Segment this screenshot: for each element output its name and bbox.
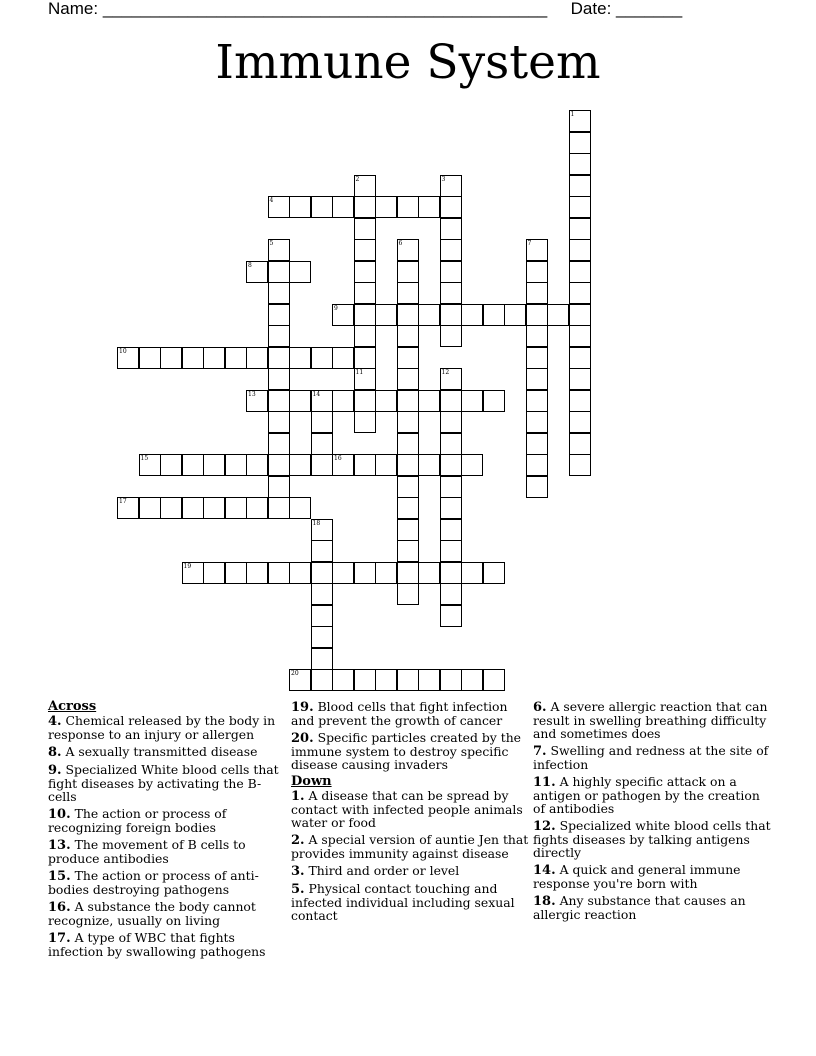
crossword-cell[interactable] bbox=[397, 261, 419, 283]
crossword-cell[interactable] bbox=[332, 454, 354, 476]
crossword-cell[interactable] bbox=[569, 304, 591, 326]
clue-text: A sexually transmitted disease bbox=[65, 744, 258, 759]
crossword-cell[interactable] bbox=[268, 476, 290, 498]
crossword-cell[interactable] bbox=[569, 261, 591, 283]
crossword-cell[interactable] bbox=[311, 626, 333, 648]
crossword-cell[interactable] bbox=[526, 476, 548, 498]
crossword-cell[interactable] bbox=[569, 153, 591, 175]
crossword-cell[interactable] bbox=[354, 347, 376, 369]
cell-number: 13 bbox=[248, 390, 256, 398]
crossword-cell[interactable] bbox=[311, 540, 333, 562]
crossword-cell[interactable] bbox=[526, 261, 548, 283]
clue-down bbox=[291, 833, 529, 860]
crossword-cell[interactable] bbox=[311, 390, 333, 412]
crossword-cell[interactable] bbox=[246, 562, 268, 584]
cell-number: 15 bbox=[140, 455, 149, 462]
crossword-cell[interactable] bbox=[332, 304, 354, 326]
crossword-cell[interactable] bbox=[311, 648, 333, 670]
crossword-cell[interactable] bbox=[397, 562, 419, 584]
crossword-cell[interactable] bbox=[268, 368, 290, 390]
crossword-cell[interactable] bbox=[354, 325, 376, 347]
cell-number: 12 bbox=[441, 369, 450, 376]
clue-text: Chemical released by the body in response to an injury or allergen bbox=[48, 713, 276, 742]
clue-text: A special version of auntie Jen that provides immunity against disease bbox=[291, 832, 529, 861]
crossword-cell[interactable] bbox=[225, 454, 247, 476]
crossword-cell[interactable] bbox=[440, 175, 462, 197]
clue-number: 14. bbox=[533, 863, 556, 878]
crossword-cell[interactable] bbox=[440, 519, 462, 541]
clue-down bbox=[533, 700, 771, 740]
cell-number: 9 bbox=[334, 304, 338, 312]
cell-number: 19 bbox=[183, 562, 192, 570]
crossword-cell[interactable] bbox=[440, 196, 462, 218]
crossword-cell[interactable] bbox=[569, 347, 591, 369]
crossword-cell[interactable] bbox=[418, 304, 440, 326]
cell-number: 18 bbox=[312, 519, 321, 527]
crossword-cell[interactable] bbox=[440, 325, 462, 347]
clue-number: 20. bbox=[291, 731, 314, 746]
crossword-cell[interactable] bbox=[268, 196, 290, 218]
cell-number: 16 bbox=[334, 455, 342, 462]
clue-text: A quick and general immune response you're born with bbox=[533, 862, 741, 891]
crossword-cell[interactable] bbox=[332, 669, 354, 691]
clue-text: Third and order or level bbox=[308, 863, 460, 878]
date-blank[interactable]: _______ bbox=[616, 0, 683, 18]
cell-number: 11 bbox=[355, 369, 364, 376]
crossword-cell[interactable] bbox=[461, 304, 483, 326]
crossword-cell[interactable] bbox=[440, 605, 462, 627]
crossword-cell[interactable] bbox=[354, 175, 376, 197]
crossword-cell[interactable] bbox=[440, 261, 462, 283]
clue-number: 1. bbox=[291, 789, 305, 804]
clue-text: The movement of B cells to produce antibodies bbox=[48, 837, 246, 866]
crossword-cell[interactable] bbox=[354, 239, 376, 261]
clue-number: 8. bbox=[48, 745, 62, 760]
crossword-cell[interactable] bbox=[569, 132, 591, 154]
down-heading: Down bbox=[291, 774, 332, 789]
crossword-cell[interactable] bbox=[182, 347, 204, 369]
cell-number: 1 bbox=[570, 111, 575, 118]
clue-text: The action or process of recognizing foreign bodies bbox=[48, 806, 227, 835]
crossword-cell[interactable] bbox=[268, 454, 290, 476]
crossword-cell[interactable] bbox=[483, 669, 505, 691]
crossword-cell[interactable] bbox=[440, 562, 462, 584]
clue-number: 4. bbox=[48, 714, 62, 729]
crossword-cell[interactable] bbox=[354, 368, 376, 390]
crossword-cell[interactable] bbox=[203, 454, 225, 476]
crossword-cell[interactable] bbox=[289, 347, 311, 369]
crossword-cell[interactable] bbox=[311, 519, 333, 541]
crossword-cell[interactable] bbox=[569, 411, 591, 433]
crossword-cell[interactable] bbox=[461, 390, 483, 412]
crossword-cell[interactable] bbox=[418, 562, 440, 584]
crossword-cell[interactable] bbox=[504, 304, 526, 326]
crossword-cell[interactable] bbox=[268, 282, 290, 304]
crossword-cell[interactable] bbox=[332, 390, 354, 412]
crossword-cell[interactable] bbox=[268, 304, 290, 326]
clue-number: 10. bbox=[48, 807, 71, 822]
crossword-cell[interactable] bbox=[569, 218, 591, 240]
clue-text: A disease that can be spread by contact with infected people animals water or food bbox=[291, 788, 523, 830]
crossword-cell[interactable] bbox=[139, 454, 161, 476]
clue-number: 2. bbox=[291, 833, 305, 848]
crossword-cell[interactable] bbox=[397, 239, 419, 261]
crossword-cell[interactable] bbox=[440, 476, 462, 498]
crossword-cell[interactable] bbox=[354, 411, 376, 433]
date-label: Date: bbox=[570, 0, 612, 18]
crossword-cell[interactable] bbox=[397, 196, 419, 218]
cell-number: 6 bbox=[398, 240, 403, 247]
crossword-cell[interactable] bbox=[483, 390, 505, 412]
crossword-cell[interactable] bbox=[526, 390, 548, 412]
crossword-cell[interactable] bbox=[526, 347, 548, 369]
crossword-cell[interactable] bbox=[440, 497, 462, 519]
cell-number: 7 bbox=[527, 240, 532, 247]
crossword-cell[interactable] bbox=[354, 390, 376, 412]
crossword-cell[interactable] bbox=[569, 390, 591, 412]
cell-number: 5 bbox=[269, 240, 274, 247]
crossword-cell[interactable] bbox=[397, 540, 419, 562]
crossword-cell[interactable] bbox=[375, 304, 397, 326]
crossword-cell[interactable] bbox=[397, 411, 419, 433]
cell-number: 8 bbox=[248, 261, 252, 269]
crossword-cell[interactable] bbox=[440, 239, 462, 261]
crossword-cell[interactable] bbox=[117, 497, 139, 519]
crossword-cell[interactable] bbox=[203, 497, 225, 519]
crossword-cell[interactable] bbox=[182, 562, 204, 584]
crossword-cell[interactable] bbox=[418, 669, 440, 691]
clue-text: Specialized white blood cells that fights diseases by talking antigens directly bbox=[533, 818, 771, 860]
clue-text: Specialized White blood cells that fight diseases by activating the B-cells bbox=[48, 762, 279, 804]
clue-down bbox=[533, 744, 771, 771]
clue-text: Any substance that causes an allergic reaction bbox=[533, 893, 746, 922]
crossword-cell[interactable] bbox=[440, 411, 462, 433]
crossword-cell[interactable] bbox=[397, 368, 419, 390]
clue-number: 19. bbox=[291, 700, 314, 715]
crossword-cell[interactable] bbox=[354, 282, 376, 304]
crossword-cell[interactable] bbox=[569, 175, 591, 197]
crossword-cell[interactable] bbox=[569, 368, 591, 390]
crossword-cell[interactable] bbox=[289, 261, 311, 283]
clue-down bbox=[291, 882, 529, 922]
crossword-cell[interactable] bbox=[311, 562, 333, 584]
crossword-cell[interactable] bbox=[418, 390, 440, 412]
cell-number: 3 bbox=[441, 175, 446, 183]
crossword-cell[interactable] bbox=[268, 497, 290, 519]
clue-across bbox=[48, 931, 286, 958]
crossword-cell[interactable] bbox=[354, 562, 376, 584]
crossword-cell[interactable] bbox=[289, 454, 311, 476]
clue-number: 13. bbox=[48, 838, 71, 853]
crossword-cell[interactable] bbox=[461, 669, 483, 691]
crossword-cell[interactable] bbox=[397, 347, 419, 369]
crossword-cell[interactable] bbox=[397, 433, 419, 455]
crossword-cell[interactable] bbox=[397, 325, 419, 347]
crossword-cell[interactable] bbox=[354, 669, 376, 691]
crossword-cell[interactable] bbox=[289, 497, 311, 519]
crossword-cell[interactable] bbox=[268, 562, 290, 584]
cell-number: 17 bbox=[119, 498, 127, 505]
crossword-cell[interactable] bbox=[440, 304, 462, 326]
clue-column-3 bbox=[533, 700, 771, 925]
cell-number: 20 bbox=[291, 670, 299, 677]
crossword-cell[interactable] bbox=[268, 390, 290, 412]
crossword-cell[interactable] bbox=[354, 218, 376, 240]
crossword-cell[interactable] bbox=[289, 562, 311, 584]
clue-across bbox=[48, 807, 286, 834]
crossword-cell[interactable] bbox=[440, 368, 462, 390]
cell-number: 4 bbox=[269, 197, 274, 204]
crossword-cell[interactable] bbox=[440, 282, 462, 304]
crossword-cell[interactable] bbox=[246, 261, 268, 283]
crossword-cell[interactable] bbox=[375, 669, 397, 691]
clue-number: 7. bbox=[533, 744, 547, 759]
crossword-cell[interactable] bbox=[289, 390, 311, 412]
crossword-cell[interactable] bbox=[375, 562, 397, 584]
crossword-cell[interactable] bbox=[354, 304, 376, 326]
crossword-cell[interactable] bbox=[268, 347, 290, 369]
cell-number: 14 bbox=[312, 390, 321, 398]
crossword-cell[interactable] bbox=[569, 282, 591, 304]
crossword-cell[interactable] bbox=[526, 239, 548, 261]
crossword-cell[interactable] bbox=[160, 347, 182, 369]
crossword-cell[interactable] bbox=[268, 261, 290, 283]
crossword-cell[interactable] bbox=[440, 454, 462, 476]
crossword-cell[interactable] bbox=[332, 562, 354, 584]
clue-text: Physical contact touching and infected individual including sexual contact bbox=[291, 881, 515, 923]
crossword-cell[interactable] bbox=[397, 669, 419, 691]
crossword-cell[interactable] bbox=[440, 669, 462, 691]
crossword-cell[interactable] bbox=[354, 196, 376, 218]
crossword-cell[interactable] bbox=[418, 196, 440, 218]
crossword-cell[interactable] bbox=[332, 347, 354, 369]
cell-number: 10 bbox=[119, 347, 127, 355]
crossword-cell[interactable] bbox=[311, 411, 333, 433]
crossword-cell[interactable] bbox=[397, 497, 419, 519]
crossword-cell[interactable] bbox=[569, 433, 591, 455]
crossword-cell[interactable] bbox=[246, 497, 268, 519]
crossword-cell[interactable] bbox=[375, 390, 397, 412]
clue-down bbox=[291, 789, 529, 829]
crossword-cell[interactable] bbox=[569, 196, 591, 218]
clue-across bbox=[48, 869, 286, 896]
crossword-cell[interactable] bbox=[440, 583, 462, 605]
crossword-cell[interactable] bbox=[182, 454, 204, 476]
crossword-cell[interactable] bbox=[569, 325, 591, 347]
crossword-cell[interactable] bbox=[461, 562, 483, 584]
crossword-cell[interactable] bbox=[526, 325, 548, 347]
crossword-cell[interactable] bbox=[569, 454, 591, 476]
page-title: Immune System bbox=[215, 35, 601, 90]
crossword-cell[interactable] bbox=[354, 454, 376, 476]
crossword-cell[interactable] bbox=[225, 347, 247, 369]
crossword-cell[interactable] bbox=[225, 497, 247, 519]
clue-down bbox=[533, 894, 771, 921]
crossword-cell[interactable] bbox=[569, 110, 591, 132]
crossword-cell[interactable] bbox=[311, 433, 333, 455]
clue-text: A highly specific attack on a antigen or pathogen by the creation of antibodies bbox=[533, 774, 760, 816]
clue-number: 15. bbox=[48, 869, 71, 884]
crossword-cell[interactable] bbox=[526, 411, 548, 433]
clue-column-2 bbox=[291, 700, 529, 926]
crossword-cell[interactable] bbox=[311, 454, 333, 476]
clue-number: 18. bbox=[533, 894, 556, 909]
crossword-cell[interactable] bbox=[483, 562, 505, 584]
crossword-cell[interactable] bbox=[483, 304, 505, 326]
crossword-cell[interactable] bbox=[203, 347, 225, 369]
crossword-cell[interactable] bbox=[160, 454, 182, 476]
crossword-cell[interactable] bbox=[268, 325, 290, 347]
crossword-cell[interactable] bbox=[117, 347, 139, 369]
clue-down bbox=[291, 864, 529, 878]
crossword-cell[interactable] bbox=[311, 605, 333, 627]
crossword-cell[interactable] bbox=[375, 196, 397, 218]
name-blank[interactable]: _______________________________________________ bbox=[102, 0, 548, 18]
crossword-cell[interactable] bbox=[526, 282, 548, 304]
clue-number: 12. bbox=[533, 819, 556, 834]
cell-number: 2 bbox=[355, 175, 360, 183]
crossword-cell[interactable] bbox=[569, 239, 591, 261]
crossword-cell[interactable] bbox=[397, 304, 419, 326]
clue-across bbox=[48, 900, 286, 927]
clue-across bbox=[48, 714, 286, 741]
clue-down bbox=[533, 863, 771, 890]
name-label: Name: bbox=[48, 0, 99, 18]
crossword-cell[interactable] bbox=[311, 583, 333, 605]
crossword-cell[interactable] bbox=[139, 497, 161, 519]
crossword-cell[interactable] bbox=[311, 669, 333, 691]
clue-text: A severe allergic reaction that can result in swelling breathing difficulty and sometimes does bbox=[533, 699, 768, 741]
clue-text: Swelling and redness at the site of infection bbox=[533, 743, 769, 772]
crossword-cell[interactable] bbox=[375, 454, 397, 476]
clue-across bbox=[291, 700, 529, 727]
clue-text: A type of WBC that fights infection by swallowing pathogens bbox=[48, 930, 266, 959]
clue-across bbox=[291, 731, 529, 771]
crossword-cell[interactable] bbox=[397, 476, 419, 498]
crossword-cell[interactable] bbox=[182, 497, 204, 519]
clue-number: 16. bbox=[48, 900, 71, 915]
clue-across bbox=[48, 745, 286, 759]
crossword-cell[interactable] bbox=[418, 454, 440, 476]
crossword-cell[interactable] bbox=[289, 669, 311, 691]
crossword-cell[interactable] bbox=[526, 454, 548, 476]
crossword-cell[interactable] bbox=[526, 368, 548, 390]
crossword-cell[interactable] bbox=[440, 540, 462, 562]
crossword-cell[interactable] bbox=[397, 282, 419, 304]
crossword-cell[interactable] bbox=[289, 196, 311, 218]
crossword-cell[interactable] bbox=[440, 390, 462, 412]
crossword-cell[interactable] bbox=[268, 411, 290, 433]
clue-down bbox=[533, 819, 771, 859]
crossword-cell[interactable] bbox=[547, 304, 569, 326]
crossword-cell[interactable] bbox=[246, 347, 268, 369]
across-heading: Across bbox=[48, 699, 97, 714]
crossword-cell[interactable] bbox=[332, 196, 354, 218]
crossword-cell[interactable] bbox=[440, 433, 462, 455]
clue-down bbox=[533, 775, 771, 815]
clue-number: 3. bbox=[291, 864, 305, 879]
crossword-cell[interactable] bbox=[268, 433, 290, 455]
crossword-cell[interactable] bbox=[440, 218, 462, 240]
clue-number: 17. bbox=[48, 931, 71, 946]
crossword-cell[interactable] bbox=[397, 454, 419, 476]
crossword-cell[interactable] bbox=[246, 390, 268, 412]
clue-text: The action or process of anti-bodies destroying pathogens bbox=[48, 868, 259, 897]
crossword-cell[interactable] bbox=[311, 196, 333, 218]
clue-text: A substance the body cannot recognize, usually on living bbox=[48, 899, 256, 928]
crossword-cell[interactable] bbox=[311, 347, 333, 369]
clue-number: 9. bbox=[48, 763, 62, 778]
crossword-cell[interactable] bbox=[461, 454, 483, 476]
crossword-cell[interactable] bbox=[354, 261, 376, 283]
clue-number: 6. bbox=[533, 700, 547, 715]
crossword-cell[interactable] bbox=[160, 497, 182, 519]
crossword-cell[interactable] bbox=[139, 347, 161, 369]
clue-across bbox=[48, 763, 286, 803]
clue-text: Specific particles created by the immune system to destroy specific disease causing invaders bbox=[291, 730, 522, 772]
clue-number: 5. bbox=[291, 882, 305, 897]
crossword-cell[interactable] bbox=[246, 454, 268, 476]
crossword-cell[interactable] bbox=[397, 583, 419, 605]
clue-column-1 bbox=[48, 700, 286, 962]
crossword-cell[interactable] bbox=[203, 562, 225, 584]
crossword-cell[interactable] bbox=[526, 433, 548, 455]
crossword-cell[interactable] bbox=[526, 304, 548, 326]
crossword-cell[interactable] bbox=[397, 519, 419, 541]
crossword-cell[interactable] bbox=[225, 562, 247, 584]
clue-text: Blood cells that fight infection and prevent the growth of cancer bbox=[291, 699, 508, 728]
crossword-cell[interactable] bbox=[397, 390, 419, 412]
crossword-cell[interactable] bbox=[268, 239, 290, 261]
clue-number: 11. bbox=[533, 775, 556, 790]
clue-across bbox=[48, 838, 286, 865]
